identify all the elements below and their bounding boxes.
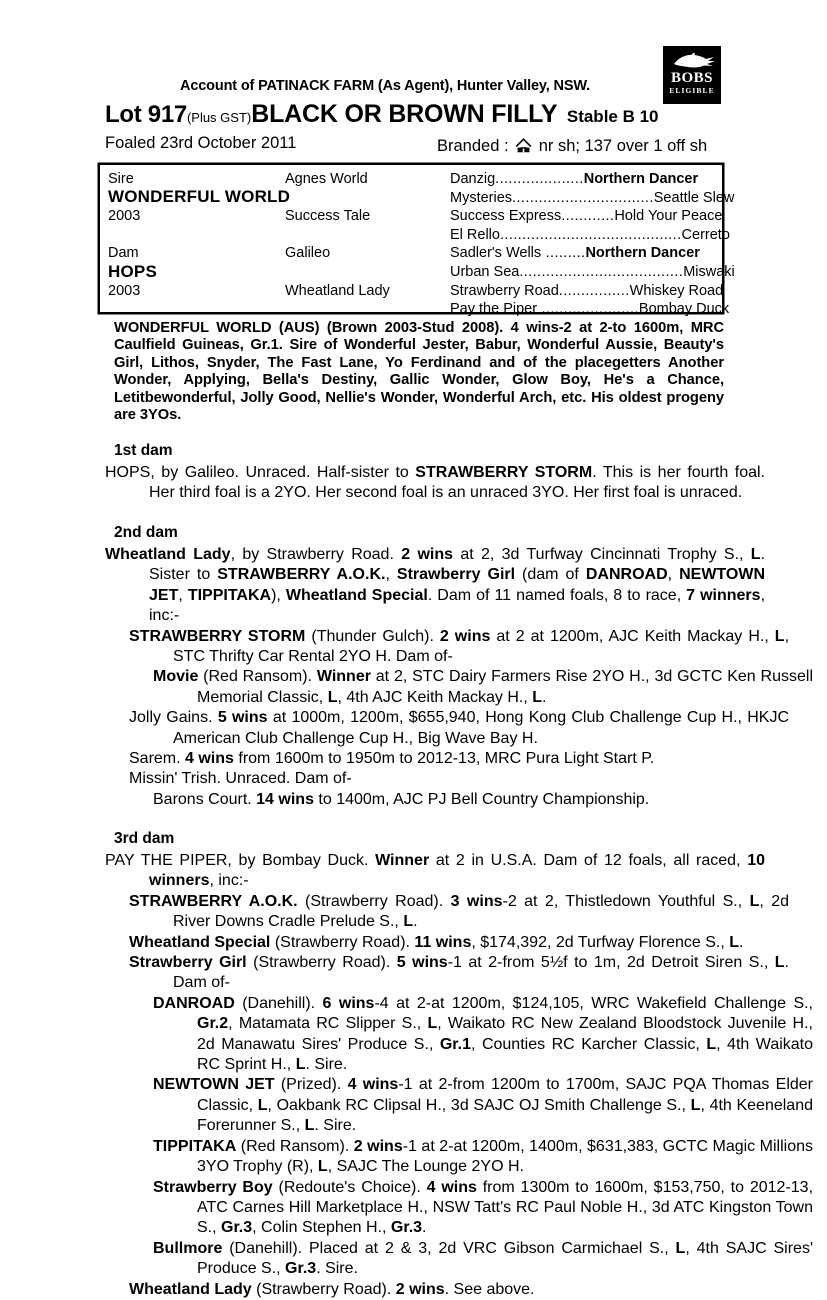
pedigree-cell-col2: Agnes World: [285, 171, 368, 187]
third-dam-entry: [105, 1280, 789, 1300]
pedigree-ancestor-near: Danzig: [450, 171, 496, 187]
second-dam-emphasis: Movie: [153, 668, 199, 686]
second-dam-entry: [105, 708, 789, 749]
third-dam-emphasis: Bullmore: [153, 1239, 223, 1257]
third-dam-text: , Matamata RC Slipper S.,: [228, 1015, 428, 1033]
third-dam-emphasis: Wheatland Lady: [129, 1280, 252, 1298]
second-dam-text: at 2 at 1200m, AJC Keith Mackay H.,: [490, 627, 775, 645]
second-dam-emphasis: TIPPITAKA: [187, 586, 272, 604]
third-dam-text: (Red Ransom).: [236, 1137, 354, 1155]
pedigree-dot-leader: .........................................: [499, 226, 682, 243]
third-dam-emphasis: 6 wins: [322, 994, 375, 1012]
second-dam-entry: [105, 749, 789, 769]
third-dam-emphasis: 4 wins: [426, 1178, 477, 1196]
pedigree-cell-col1: Sire: [108, 171, 134, 187]
pedigree-ancestor-near: Strawberry Road: [450, 282, 559, 299]
second-dam-text: . Sister to: [149, 546, 766, 584]
pedigree-cell-col3: [450, 282, 724, 301]
second-dam-text: ,: [385, 566, 397, 584]
pedigree-ancestor-near: Pay the Piper: [450, 301, 538, 318]
third-dam-entry: [105, 1178, 813, 1239]
pedigree-cell-col2: Wheatland Lady: [285, 282, 390, 299]
third-dam-text: (Prized).: [274, 1076, 348, 1094]
account-line: Account of PATINACK FARM (As Agent), Hunter Valley, NSW.: [180, 78, 590, 94]
third-dam-text: , inc:-: [209, 872, 249, 890]
pedigree-cell-col1: 2003: [108, 208, 141, 225]
second-dam-text: , 4th AJC Keith Mackay H.,: [337, 688, 533, 706]
third-dam-text: -4 at 2-at 1200m, $124,105, WRC Wakefield Challenge S.,: [374, 994, 814, 1012]
pedigree-cell-col3: [450, 189, 735, 208]
third-dam-emphasis: Winner: [375, 852, 430, 869]
third-dam-emphasis: L: [690, 1096, 701, 1114]
third-dam-emphasis: L: [427, 1015, 438, 1033]
second-dam-text: from 1600m to 1950m to 2012-13, MRC Pura Light Start P.: [233, 750, 655, 768]
third-dam-emphasis: L: [774, 954, 785, 972]
third-dam-emphasis: L: [403, 913, 414, 931]
third-dam-text: , Waikato RC New Zealand Bloodstock Juvenile H., 2d Manawatu Sires' Produce S.,: [197, 1015, 813, 1053]
third-dam-emphasis: NEWTOWN JET: [153, 1076, 275, 1094]
second-dam-text: , by Strawberry Road.: [230, 546, 402, 563]
third-dam-text: , 4th Waikato RC Sprint H.,: [197, 1035, 814, 1074]
pedigree-ancestor-near: Urban Sea: [450, 264, 520, 280]
third-dam-emphasis: L: [304, 1117, 315, 1135]
second-dam-text: at 2, STC Dairy Farmers Rise 2YO H., 3d GCTC Ken Russell Memorial Classic,: [197, 668, 813, 706]
pedigree-dot-leader: ................................: [512, 189, 654, 206]
pedigree-cell-col3: [450, 170, 715, 189]
second-dam-text: (dam of: [515, 566, 586, 584]
third-dam-text: at 2 in U.S.A. Dam of 12 foals, all raced,: [429, 852, 748, 869]
second-dam-emphasis: L: [327, 688, 338, 706]
third-dam-emphasis: 3 wins: [450, 892, 503, 910]
pedigree-ancestor-far: Northern Dancer: [585, 245, 700, 262]
third-dam-text: , Oakbank RC Clipsal H., 3d SAJC OJ Smith Challenge S.,: [267, 1096, 691, 1114]
third-dam-text: .: [413, 913, 418, 931]
pedigree-dot-leader: ............: [561, 208, 615, 225]
second-dam-emphasis: STRAWBERRY A.O.K.: [217, 566, 386, 584]
pedigree-ancestor-near: Sadler's Wells: [450, 245, 542, 262]
third-dam-text: . See above.: [444, 1280, 535, 1298]
third-dam-emphasis: 11 wins: [414, 933, 472, 951]
pedigree-cell-col3: [450, 244, 715, 263]
horse-head-icon: [668, 52, 716, 72]
page-title: BLACK OR BROWN FILLY: [251, 100, 558, 128]
third-dam-emphasis: Wheatland Special: [129, 933, 271, 951]
third-dam-entry: [105, 851, 765, 892]
second-dam-entry: [105, 667, 813, 708]
second-dam-text: .: [542, 688, 547, 706]
second-dam-emphasis: L: [532, 688, 542, 706]
second-dam-text: to 1400m, AJC PJ Bell Country Championship.: [313, 790, 650, 808]
third-dam-text: . Sire.: [314, 1117, 357, 1135]
second-dam-text: , inc:-: [149, 586, 766, 625]
third-dam-emphasis: L: [675, 1239, 686, 1257]
first-dam-emphasis: STRAWBERRY STORM: [415, 464, 593, 481]
section-heading-2nd-dam: 2nd dam: [114, 524, 178, 541]
second-dam-text: at 1000m, 1200m, $655,940, Hong Kong Club Challenge Cup H., HKJC American Club Challenge Cup H., Big Wave Bay H.: [173, 709, 790, 747]
third-dam-text: (Redoute's Choice).: [272, 1178, 427, 1196]
second-dam-emphasis: L: [750, 546, 761, 563]
second-dam-text: at 2, 3d Turfway Cincinnati Trophy S.,: [453, 546, 751, 563]
second-dam-entry: [105, 769, 789, 789]
bobs-wordmark: BOBS: [670, 70, 714, 86]
lot-number: Lot 917: [105, 101, 187, 128]
bobs-eligible-logo: [663, 46, 721, 104]
second-dam-text: Jolly Gains.: [129, 709, 218, 727]
third-dam-text: . Sire.: [305, 1056, 348, 1074]
second-dam-entry: [105, 545, 765, 627]
branded-info: [437, 134, 707, 156]
third-dam-emphasis: 4 wins: [347, 1076, 399, 1094]
second-dam-text: (Thunder Gulch).: [305, 627, 440, 645]
pedigree-ancestor-far: Seattle Slew: [653, 189, 735, 206]
first-dam-text: . This is her fourth foal. Her third foal is a 2YO. Her second foal is an unraced 3YO. Her first foal is unraced.: [149, 464, 765, 502]
branded-label: Branded :: [437, 137, 514, 155]
third-dam-entry: [105, 1075, 813, 1136]
third-dam-entry: [105, 933, 789, 953]
third-dam-text: -1 at 2-at 1200m, 1400m, $631,383, GCTC Magic Millions 3YO Trophy (R),: [197, 1137, 814, 1176]
third-dam-text: . Dam of-: [173, 954, 789, 992]
pedigree-cell-col3: [450, 263, 735, 282]
third-dam-text: . Sire.: [316, 1260, 358, 1278]
third-dam-text: -1 at 2-from 1200m to 1700m, SAJC PQA Thomas Elder Classic,: [197, 1076, 814, 1114]
pedigree-cell-col1: WONDERFUL WORLD: [108, 187, 291, 207]
third-dam-emphasis: Strawberry Boy: [153, 1178, 273, 1196]
second-dam-text: ,: [667, 566, 680, 584]
section-heading-1st-dam: 1st dam: [114, 442, 173, 459]
pedigree-cell-col1: Dam: [108, 245, 139, 262]
pedigree-cell-col2: Galileo: [285, 245, 331, 262]
third-dam-text: PAY THE PIPER, by Bombay Duck.: [105, 852, 376, 869]
pedigree-cell-col3: [450, 207, 723, 226]
second-dam-text: . Dam of 11 named foals, 8 to race,: [427, 586, 687, 604]
plus-gst-label: (Plus GST): [186, 110, 252, 125]
third-dam-emphasis: Strawberry Girl: [129, 954, 247, 972]
second-dam-emphasis: Wheatland Special: [285, 586, 428, 604]
second-dam-emphasis: L: [774, 627, 785, 645]
pedigree-table: [99, 164, 735, 318]
third-dam-emphasis: 2 wins: [395, 1280, 445, 1298]
third-dam-text: , 4th SAJC Sires' Produce S.,: [197, 1239, 813, 1278]
third-dam-text: .: [739, 933, 744, 951]
second-dam-text: (Red Ransom).: [198, 668, 317, 686]
foaled-date: Foaled 23rd October 2011: [105, 134, 297, 152]
third-dam-text: (Strawberry Road).: [270, 933, 415, 951]
third-dam-entry: [105, 1239, 813, 1280]
third-dam-emphasis: L: [295, 1056, 306, 1074]
third-dam-entry: [105, 1137, 813, 1178]
third-dam-emphasis: 2 wins: [353, 1137, 403, 1155]
third-dam-emphasis: Gr.2: [197, 1015, 229, 1033]
pedigree-ancestor-far: Miswaki: [683, 264, 735, 280]
pedigree-cell-col2: Success Tale: [285, 208, 371, 225]
pedigree-cell-col1: 2003: [108, 282, 141, 299]
second-dam-emphasis: 7 winners: [686, 586, 761, 604]
third-dam-entry: [105, 994, 813, 1076]
branded-text: nr sh; 137 over 1 off sh: [534, 137, 708, 155]
pedigree-cell-col3: [450, 300, 730, 319]
lot-title-row: [105, 100, 725, 130]
third-dam-text: (Danehill). Placed at 2 & 3, 2d VRC Gibson Carmichael S.,: [222, 1239, 676, 1257]
third-dam-text: (Strawberry Road).: [251, 1280, 396, 1298]
second-dam-emphasis: 5 wins: [217, 709, 268, 727]
second-dam-emphasis: 4 wins: [185, 750, 234, 768]
third-dam-entry: [105, 892, 789, 933]
pedigree-dot-leader: .........: [541, 245, 586, 262]
pedigree-dot-leader: .....................................: [519, 264, 684, 280]
second-dam-emphasis: 14 wins: [256, 790, 314, 808]
second-dam-text: Missin' Trish. Unraced. Dam of-: [129, 770, 352, 788]
pedigree-ancestor-far: Northern Dancer: [583, 171, 699, 187]
second-dam-text: ,: [178, 586, 188, 604]
second-dam-emphasis: Wheatland Lady: [105, 546, 231, 563]
third-dam-emphasis: 10 winners: [149, 852, 766, 890]
third-dam-emphasis: L: [257, 1096, 268, 1114]
third-dam-text: (Strawberry Road).: [246, 954, 397, 972]
brand-symbol-icon: [514, 137, 533, 154]
stable-label: Stable B 10: [557, 107, 659, 126]
third-dam-entry: [105, 953, 789, 994]
third-dam-text: , 4th Keeneland Forerunner S.,: [197, 1096, 813, 1135]
second-dam-emphasis: NEWTOWN JET: [149, 566, 766, 604]
third-dam-emphasis: 5 wins: [396, 954, 448, 972]
bobs-eligible-text: ELIGIBLE: [669, 86, 715, 95]
second-dam-entries: [105, 545, 813, 810]
third-dam-text: -1 at 2-from 5½f to 1m, 2d Detroit Siren S.,: [447, 954, 775, 972]
pedigree-cell-col1: HOPS: [108, 261, 157, 281]
third-dam-emphasis: L: [749, 892, 760, 910]
second-dam-text: Sarem.: [129, 750, 186, 768]
third-dam-text: , $174,392, 2d Turfway Florence S.,: [471, 933, 730, 951]
first-dam-text: , by Galileo. Unraced. Half-sister to: [150, 464, 416, 481]
third-dam-emphasis: Gr.3: [221, 1219, 253, 1237]
section-heading-3rd-dam: 3rd dam: [114, 830, 175, 847]
third-dam-text: , 2d River Downs Cradle Prelude S.,: [173, 892, 790, 931]
third-dam-emphasis: L: [729, 933, 740, 951]
pedigree-ancestor-far: Cerreto: [681, 226, 730, 243]
second-dam-text: ),: [271, 586, 286, 604]
first-dam-text: HOPS: [105, 464, 151, 481]
third-dam-text: (Strawberry Road).: [297, 892, 451, 910]
first-dam-entry: [105, 463, 765, 504]
pedigree-ancestor-far: Hold Your Peace: [614, 208, 723, 225]
third-dam-text: -2 at 2, Thistledown Youthful S.,: [502, 892, 750, 910]
second-dam-entry: [105, 790, 813, 810]
pedigree-cell-col3: [450, 226, 730, 245]
third-dam-emphasis: L: [706, 1035, 717, 1053]
second-dam-emphasis: 2 wins: [439, 627, 491, 645]
third-dam-emphasis: TIPPITAKA: [153, 1137, 237, 1155]
second-dam-entry: [105, 627, 789, 668]
third-dam-emphasis: Gr.3: [285, 1260, 317, 1278]
second-dam-emphasis: Winner: [316, 668, 371, 686]
pedigree-ancestor-far: Whiskey Road: [629, 282, 724, 299]
sire-description: WONDERFUL WORLD (AUS) (Brown 2003-Stud 2008). 4 wins-2 at 2-to 1600m, MRC Caulfield Guineas, Gr.1. Sire of Wonderful Jester, Babur, Wonderful Aussie, Beauty's Girl, Lithos, Snyder, The Fast Lane, Yo Ferdinand and of the placegetters Another Wonder, Applying, Bella's Destiny, Gallic Wonder, Glow Boy, He's a Chance, Letitbewonderful, Jolly Good, Nellie's Wonder, Wonderful Arch, etc. His oldest progeny are 3YOs.: [114, 320, 724, 424]
third-dam-text: from 1300m to 1600m, $153,750, to 2012-13, ATC Carnes Hill Marketplace H., NSW Tatt's RC Paul Noble H., 3d ATC Kingston Town S.,: [197, 1178, 814, 1237]
second-dam-emphasis: Strawberry Girl: [396, 566, 516, 584]
third-dam-entries: [105, 851, 814, 1300]
pedigree-dot-leader: ................: [558, 282, 630, 299]
third-dam-text: , Counties RC Karcher Classic,: [471, 1035, 707, 1053]
third-dam-text: .: [422, 1219, 427, 1237]
second-dam-text: Barons Court.: [153, 790, 257, 808]
third-dam-emphasis: STRAWBERRY A.O.K.: [129, 892, 298, 910]
pedigree-dot-leader: ......................: [537, 301, 639, 318]
third-dam-text: , Colin Stephen H.,: [252, 1219, 391, 1237]
third-dam-text: (Danehill).: [234, 994, 323, 1012]
third-dam-text: , SAJC The Lounge 2YO H.: [327, 1158, 524, 1176]
third-dam-emphasis: L: [317, 1158, 328, 1176]
second-dam-emphasis: 2 wins: [401, 546, 454, 563]
third-dam-emphasis: Gr.3: [390, 1219, 423, 1237]
pedigree-ancestor-far: Bombay Duck: [638, 301, 730, 318]
second-dam-text: , STC Thrifty Car Rental 2YO H. Dam of-: [173, 627, 790, 666]
second-dam-emphasis: STRAWBERRY STORM: [129, 627, 306, 645]
pedigree-ancestor-near: Success Express: [450, 208, 562, 225]
pedigree-dot-leader: ....................: [495, 171, 584, 187]
foaled-branded-row: [105, 134, 730, 158]
third-dam-emphasis: Gr.1: [439, 1035, 471, 1053]
third-dam-emphasis: DANROAD: [153, 994, 235, 1012]
pedigree-ancestor-near: El Rello: [450, 226, 500, 243]
pedigree-ancestor-near: Mysteries: [450, 189, 513, 206]
second-dam-emphasis: DANROAD: [585, 566, 668, 584]
